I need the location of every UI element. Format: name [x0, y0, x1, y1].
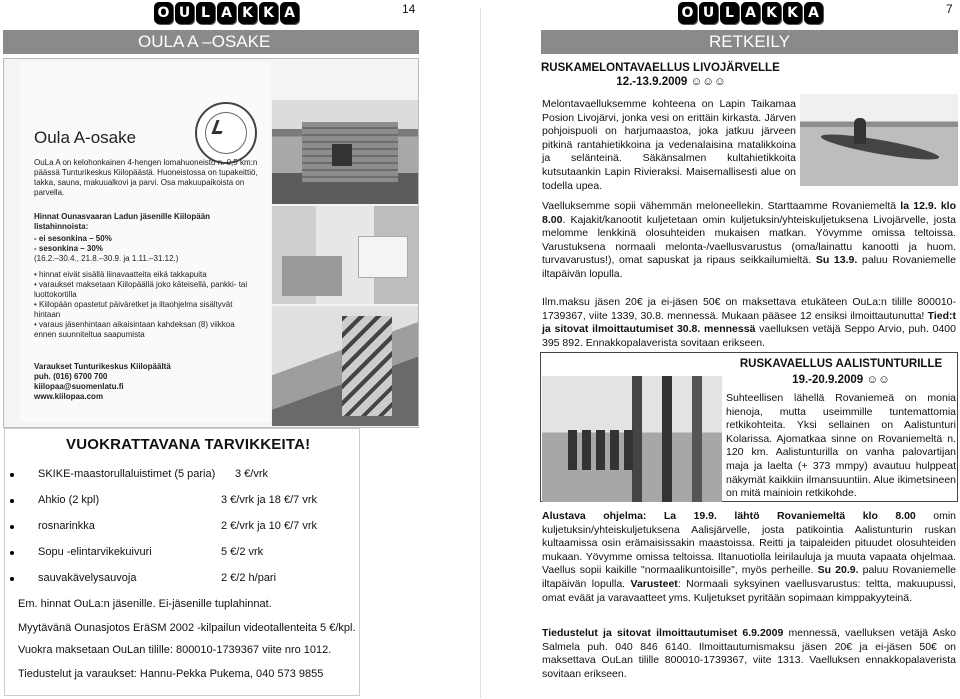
brochure-booking-info: Varaukset Tunturikeskus Kiilopäältä puh. (016) 6700 700 kiilopaa@suomenlatu.fi www.kiilopaa.com [34, 362, 171, 401]
masthead-logo-left [154, 2, 299, 26]
kitchen-photo [272, 206, 418, 304]
rental-item: Sopu -elintarvikekuivuri 5 €/2 vrk [10, 546, 263, 558]
logo-letter: U [699, 2, 718, 24]
bullet-icon [10, 499, 14, 503]
page-number-left: 14 [402, 2, 416, 16]
oula-a-brochure [20, 62, 270, 422]
rental-note: Myytävänä Ounasjotos EräSM 2002 -kilpailun videotallenteita 5 €/kpl. [18, 622, 356, 634]
cabin-photo [272, 100, 418, 204]
brochure-title: Oula A-osake [34, 128, 137, 147]
logo-letter: A [280, 2, 299, 24]
logo-letter: A [217, 2, 236, 24]
brochure-bullet: • hinnat eivät sisällä liinavaatteita eikä takkapuita [34, 270, 207, 279]
logo-letter: A [741, 2, 760, 24]
brochure-price-line: (16.2.–30.4., 21.8.–30.9. ja 1.11.–31.12.) [34, 254, 179, 263]
brochure-prices-title: Hinnat Ounasvaaran Ladun jäsenille Kiilopään listahinnoista: [34, 212, 211, 231]
brochure-bullet: • Kiilopään opastetut päiväretket ja iltaohjelma sisältyvät hintaan [34, 300, 233, 319]
bullet-icon [10, 473, 14, 477]
logo-letter: O [154, 2, 173, 24]
rental-note: Em. hinnat OuLa:n jäsenille. Ei-jäsenille tuplahinnat. [18, 598, 272, 610]
rental-item: rosnarinkka 2 €/vrk ja 10 €/7 vrk [10, 520, 317, 532]
trip1-description: Melontavaelluksemme kohteena on Lapin Taikamaa Posion Livojärvi, jonka vesi on erittäin kirkasta. Järven pohjoispuoli on harjumaastoa, joka jatkuu järveen pitkinä rantahietikkoina ja vedenalaisina matalikkoina ja selänteinä. Säkänsalmen kultahietikkoita kutsutaankin Lapin Rivieraksi. Maisemallisesti alue on todella upea. [542, 98, 796, 192]
masthead-logo-right [678, 2, 823, 26]
brochure-intro: OuLa A on kelohonkainen 4-hengen lomahuoneisto n. 0,5 km:n päässä Tunturikeskus Kiilopäästä. Huoneistossa on tupakeittiö, takka, sauna, makuualkovi ja parvi. Osa makuupaikoista on parvella. [34, 158, 258, 197]
logo-letter: A [804, 2, 823, 24]
rental-item: SKIKE-maastorullaluistimet (5 paria) 3 €/vrk [10, 468, 268, 480]
trip1-schedule: Vaelluksemme sopii vähemmän meloneellekin. Starttaamme Rovaniemeltä la 12.9. klo 8.00. Kajakit/kanootit kuljetetaan omin kuljetuksin/yhteiskuljetuksena Livojärvelle, josta melomme lenkkinä olosuhteiden mukaisen matkan. Yövymme omissa teltoissa. Varustuksena normaali melonta-/vaellusvarustus (oma/lainattu kanootti ja huom. turvavarustus!), omat sapuskat ja ripaus seikkailumieltä. Su 13.9. paluu Rovaniemelle iltapäivän lopulla. [542, 200, 956, 280]
trip2-heading: RUSKAVAELLUS AALISTUNTURILLE [739, 358, 943, 370]
logo-letter: K [259, 2, 278, 24]
section-title-oula-a: OULA A –OSAKE [3, 30, 419, 54]
ounasvaaran-latu-seal [195, 102, 257, 164]
trip1-registration: Ilm.maksu jäsen 20€ ja ei-jäsen 50€ on maksettava etukäteen OuLa:n tilille 800010-1739367, viite 1339, 30.8. mennessä. Mukaan pääsee 12 ensiksi ilmoittautunutta! Tied:t ja sitovat ilmoittautumiset 30.8. mennessä vaelluksen vetäjä Seppo Arvio, puh. 0400 395 892. Ennakkopalaverista sovitaan erikseen. [542, 296, 956, 349]
trip1-dates: 12.-13.9.2009 ☺☺☺ [616, 76, 726, 88]
logo-letter: K [762, 2, 781, 24]
bullet-icon [10, 551, 14, 555]
logo-letter: K [783, 2, 802, 24]
brochure-price-line: - sesonkina – 30% [34, 244, 103, 253]
logo-letter: L [196, 2, 215, 24]
trip2-description: Suhteellisen lähellä Rovaniemeä on monia hienoja, mutta useimmille tuntemattomia retkikohteita. Yksi sellainen on Aalistunturi Kolarissa. Ajomatkaa sinne on Rovaniemeltä n. 120 km. Aalistunturilla on vanha palovartijan maja ja laelta (+ 373 mmpy) avautuu hulppeat näkymät kaikkiin ilmansuuntiin. Alue ikimetsineen on mitä mainioin retkikohde. [726, 392, 956, 500]
rental-equipment-title: VUOKRATTAVANA TARVIKKEITA! [66, 436, 311, 453]
section-title-retkeily: RETKEILY [541, 30, 958, 54]
trip1-heading: RUSKAMELONTAVAELLUS LIVOJÄRVELLE [541, 62, 780, 74]
brochure-bullet: • varaus jäsenhintaan aikaisintaan kahdeksan (8) viikkoa ennen suunniteltua saapumista [34, 320, 235, 339]
trip2-registration: Tiedustelut ja sitovat ilmoittautumiset 6.9.2009 mennessä, vaelluksen vetäjä Asko Salmela puh. 040 846 6140. Ilmoittautumismaksu jäsen 20€ ja ei-jäsen 50€ on maksettava OuLan tilille 800010-1739367, viite 1313. Vaelluksen ennakkopalaverista sovitaan erikseen. [542, 627, 956, 680]
rental-item: Ahkio (2 kpl) 3 €/vrk ja 18 €/7 vrk [10, 494, 317, 506]
rental-note: Vuokra maksetaan OuLan tilille: 800010-1739367 viite nro 1012. [18, 644, 332, 656]
kayak-photo [800, 94, 958, 186]
page-gutter [480, 8, 481, 698]
trip2-schedule: Alustava ohjelma: La 19.9. lähtö Rovaniemeltä klo 8.00 omin kuljetuksin/yhteiskuljetuksena Aalisjärvelle, josta patikointia Aalistunturin ruskan kultaamissa osin erämaisissakin maastoissa. Reitti ja taipaleiden pituudet olosuhteiden mukaan. Yövymme omissa teltoissa. Iltanuotiolla leirilauluja ja muuta vapaata ohjelmaa. Vaellus sopii kaikille "normaalikuntoisille", myös perheille. Su 20.9. paluu Rovaniemelle iltapäivän lopulla. Varusteet: Normaali syksyinen vaellusvarustus: teltta, makuupussi, omat eväät ja varavaatteet yms. Kuljetukset pyritään sopimaan kimppakyyteinä. [542, 510, 956, 604]
logo-letter: L [720, 2, 739, 24]
logo-letter: O [678, 2, 697, 24]
stairs-photo [272, 306, 418, 426]
brochure-bullet: • varaukset maksetaan Kiilopäällä joko käteisellä, pankki- tai luottokortilla [34, 280, 248, 299]
logo-letter: U [175, 2, 194, 24]
rental-item: sauvakävelysauvoja 2 €/2 h/pari [10, 572, 276, 584]
rental-note: Tiedustelut ja varaukset: Hannu-Pekka Pukema, 040 573 9855 [18, 668, 324, 680]
bullet-icon [10, 577, 14, 581]
bullet-icon [10, 525, 14, 529]
logo-letter: K [238, 2, 257, 24]
brochure-price-line: - ei sesonkina – 50% [34, 234, 112, 243]
trip2-dates: 19.-20.9.2009 ☺☺ [792, 374, 890, 386]
page-number-right: 7 [946, 2, 953, 16]
hikers-photo [542, 376, 722, 502]
